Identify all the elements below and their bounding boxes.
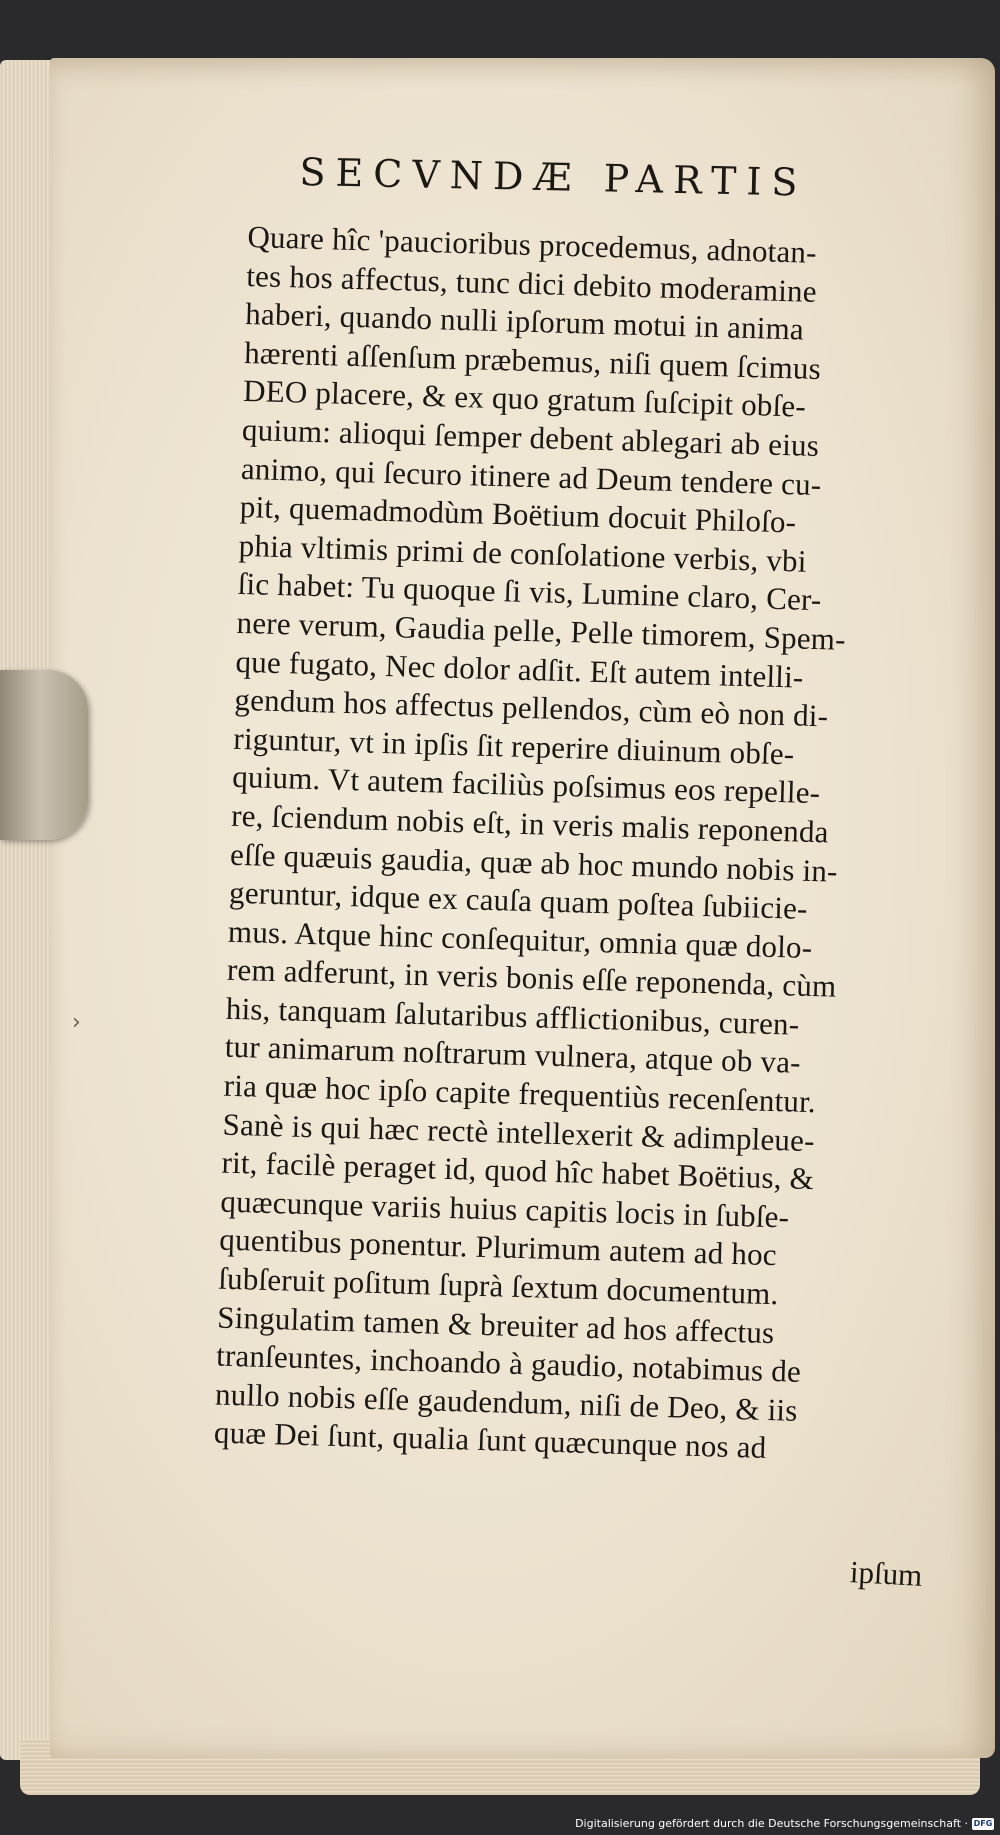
text-line: phia vltimis primi de conſolatione verbis, vbi [238, 527, 808, 579]
catchword: ipſum [849, 1554, 924, 1593]
text-line: mus. Atque hinc conſequitur, omnia quæ dolo- [227, 913, 813, 965]
text-line: Sanè is qui hæc rectè intellexerit & adimpleue- [222, 1106, 816, 1158]
text-line: quentibus ponentur. Plurimum autem ad hoc [218, 1222, 778, 1273]
running-head: SECVNDÆ PARTIS [299, 150, 808, 205]
body-text [214, 218, 948, 1472]
text-line: DEO placere, & ex quo gratum ſuſcipit obſe- [242, 373, 807, 425]
digitization-credit [575, 1815, 994, 1833]
text-line: animo, qui ſecuro itinere ad Deum tendere cu- [240, 450, 822, 502]
text-line: quæcunque variis huius capitis locis in ſubſe- [220, 1183, 790, 1235]
dfg-logo-icon: DFG [973, 1819, 993, 1828]
text-line: quium. Vt autem faciliùs poſsimus eos repelle- [231, 759, 821, 811]
text-line: his, tanquam ſalutaribus afflictionibus, curen- [225, 990, 800, 1042]
credit-text: Digitalisierung gefördert durch die Deutsche Forschungsgemeinschaft · [575, 1817, 968, 1830]
text-line: Quare hîc 'paucioribus procedemus, adnotan- [246, 218, 818, 270]
margin-mark: › [72, 1010, 81, 1035]
text-line: tur animarum noſtrarum vulnera, atque ob va- [224, 1029, 802, 1081]
text-line: pit, quemadmodùm Boëtium docuit Philoſo- [239, 489, 797, 540]
text-line: tranſeuntes, inchoando à gaudio, notabimus de [215, 1337, 802, 1390]
text-line: quium: alioqui ſemper debent ablegari ab eius [241, 411, 820, 463]
text-line: quæ Dei ſunt, qualia ſunt quæcunque nos ad [213, 1414, 767, 1466]
text-line: Singulatim tamen & breuiter ad hos affectus [216, 1299, 775, 1350]
page-clamp [0, 670, 88, 840]
text-line: ſic habet: Tu quoque ſi vis, Lumine claro, Cer- [237, 566, 822, 618]
text-line: tes hos affectus, tunc dici debito moderamine [245, 257, 818, 309]
text-line: gendum hos affectus pellendos, cùm eò non di- [234, 681, 829, 734]
text-line: haberi, quando nulli ipſorum motui in anima [244, 296, 805, 347]
text-line: riguntur, vt in ipſis ſit reperire diuinum obſe- [232, 720, 795, 772]
text-line: nere verum, Gaudia pelle, Pelle timorem, Spem- [236, 604, 847, 657]
text-line: hærenti aſſenſum præbemus, niſi quem ſcimus [243, 334, 822, 386]
text-line: que fugato, Nec dolor adſit. Eſt autem intelli- [235, 643, 805, 695]
text-line: rit, facilè peraget id, quod hîc habet Boëtius, & [221, 1144, 815, 1197]
text-line: rem adferunt, in veris bonis eſſe reponenda, cùm [226, 951, 837, 1005]
text-line: ria quæ hoc ipſo capite frequentiùs recenſentur. [223, 1067, 817, 1120]
text-line: ſubſeruit poſitum ſuprà ſextum documentum. [217, 1260, 779, 1312]
text-line: geruntur, idque ex cauſa quam poſtea ſubiicie- [228, 874, 809, 926]
text-line: nullo nobis eſſe gaudendum, niſi de Deo, & iis [214, 1376, 799, 1428]
text-line: eſſe quæuis gaudia, quæ ab hoc mundo nobis in- [229, 836, 839, 889]
text-line: re, ſciendum nobis eſt, in veris malis reponenda [230, 797, 830, 850]
